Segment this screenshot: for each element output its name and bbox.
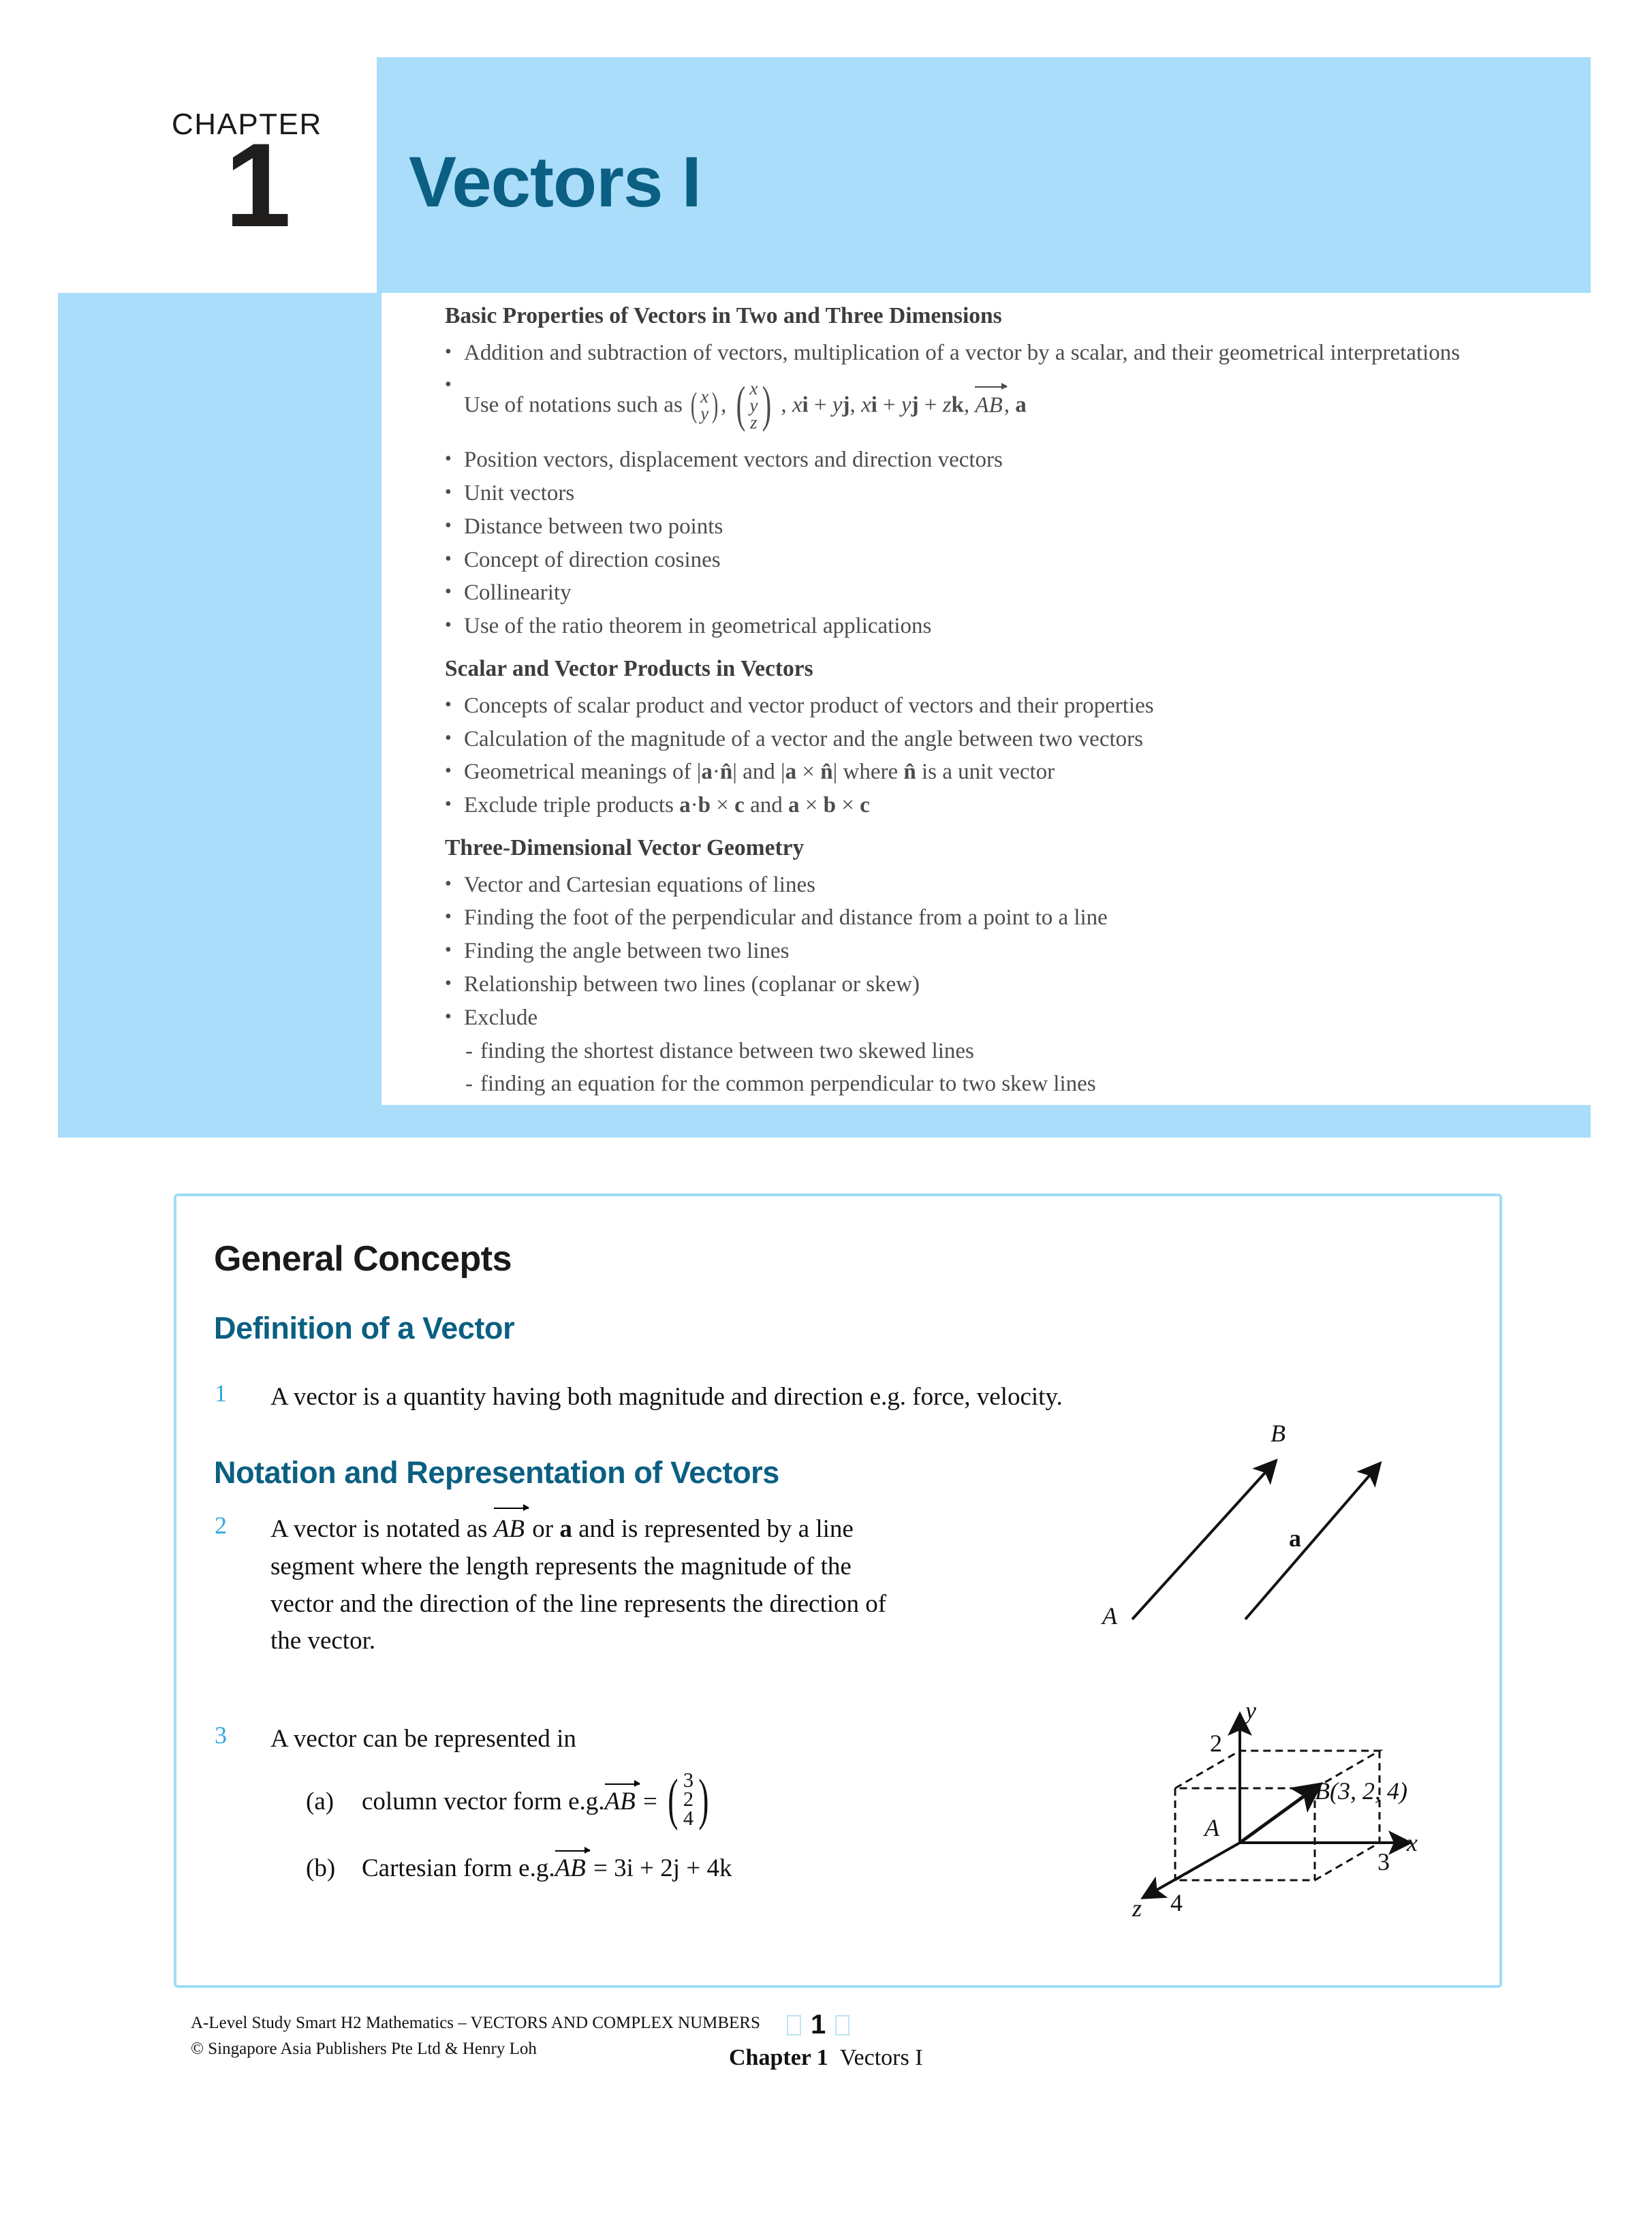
vector-arrows-svg: [1090, 1407, 1403, 1638]
item-2-text-post: and is represented by a line segment where the length represents the magnitude of the vector and the direction of the line represents the direction of the vector.: [270, 1515, 887, 1655]
syllabus-content: [445, 300, 1576, 1101]
bullet-icon: •: [445, 939, 452, 961]
figure-label-A: A: [1102, 1602, 1117, 1630]
syllabus-item: [445, 577, 1576, 610]
syllabus-item: [445, 478, 1576, 510]
missing-glyph-box-icon: [787, 2015, 801, 2036]
syllabus-item: [445, 723, 1576, 756]
footer-page-number-group: [787, 2010, 850, 2040]
column-vector-result: ( 3 2 4 ): [668, 1768, 709, 1831]
vector-a-bold: a: [559, 1515, 572, 1543]
bullet-icon: •: [445, 1006, 452, 1027]
syllabus-item: [445, 1002, 1576, 1035]
axis-label-z: z: [1132, 1895, 1142, 1922]
item-2-text-mid: or: [525, 1515, 560, 1543]
syllabus-item-label: Concepts of scalar product and vector product of vectors and their properties: [464, 693, 1154, 718]
item-number-1: 1: [215, 1379, 227, 1407]
syllabus-item-label: Unit vectors: [464, 480, 575, 505]
page-number: 1: [811, 2010, 826, 2040]
figure-label-B: B: [1271, 1420, 1285, 1447]
footer-chapter-label: [729, 2045, 923, 2071]
syllabus-item-label: Calculation of the magnitude of a vector and the angle between two vectors: [464, 726, 1143, 751]
axis-label-y: y: [1245, 1697, 1256, 1724]
chapter-word-label: CHAPTER: [172, 108, 322, 141]
syllabus-item: [445, 902, 1576, 935]
item-2-text: [270, 1511, 897, 1660]
syllabus-item: [445, 511, 1576, 544]
syllabus-item-label: Use of the ratio theorem in geometrical applications: [464, 614, 932, 639]
syllabus-item-label: Finding the angle between two lines: [464, 939, 790, 964]
syllabus-item-label: Concept of direction cosines: [464, 547, 721, 572]
syllabus-item: [445, 337, 1576, 370]
item-2-text-pre: A vector is notated as: [270, 1515, 494, 1543]
vector-AB-3d-arrow: [1240, 1790, 1312, 1843]
syllabus-item-notations: [445, 370, 1576, 443]
syllabus-item: [445, 869, 1576, 902]
item-3a-row: [306, 1768, 713, 1834]
notation-representation-heading: Notation and Representation of Vectors: [214, 1455, 779, 1490]
column-vector-3d: ( x y z ): [736, 377, 772, 433]
point-label-B: B(3, 2, 4): [1315, 1777, 1407, 1805]
bullet-icon: •: [445, 873, 452, 894]
item-1-text: A vector is a quantity having both magnitude and direction e.g. force, velocity.: [270, 1383, 1063, 1411]
footer-copyright-line: © Singapore Asia Publishers Pte Ltd & Henry Loh: [191, 2040, 537, 2058]
bullet-icon: •: [445, 581, 452, 603]
bullet-icon: •: [445, 514, 452, 536]
syllabus-item-label-geometrical: Geometrical meanings of |a·n̂| and |a × n̂| where n̂ is a unit vector: [464, 760, 1055, 785]
item-3a-label: (a): [306, 1787, 334, 1815]
item-3a-text: column vector form e.g.: [362, 1787, 605, 1815]
syllabus-item-exclude-triple: [445, 790, 1576, 822]
vector-AB-overarrow: AB: [555, 1854, 586, 1882]
item-3b-row: [306, 1854, 732, 1883]
item-3a-equals: =: [642, 1787, 657, 1815]
tick-label-z: 4: [1170, 1889, 1183, 1916]
definition-of-a-vector-heading: Definition of a Vector: [214, 1311, 515, 1345]
bullet-icon: •: [445, 341, 452, 362]
page-title: Vectors I: [409, 142, 701, 222]
syllabus-item: [445, 969, 1576, 1001]
syllabus-section-heading: Three-Dimensional Vector Geometry: [445, 835, 805, 861]
syllabus-item: [445, 690, 1576, 723]
bullet-icon: •: [445, 374, 452, 396]
vector-AB-overarrow: AB: [494, 1511, 526, 1548]
column-value: 4: [683, 1806, 694, 1830]
syllabus-white-area: [381, 293, 1591, 1105]
syllabus-sub-item-label: finding an equation for the common perpendicular to two skew lines: [480, 1071, 1096, 1096]
footer-publication-line: A-Level Study Smart H2 Mathematics – VECTORS AND COMPLEX NUMBERS: [191, 2014, 760, 2032]
tick-label-x: 3: [1377, 1848, 1390, 1875]
syllabus-item-label: Collinearity: [464, 580, 572, 606]
syllabus-item-label: Relationship between two lines (coplanar or skew): [464, 972, 920, 997]
syllabus-section-heading: Basic Properties of Vectors in Two and Three Dimensions: [445, 303, 1002, 328]
vector-AB-overarrow: AB: [604, 1787, 636, 1815]
item-3-text: A vector can be represented in: [270, 1725, 576, 1753]
dash-icon: -: [465, 1071, 473, 1096]
item-number-3: 3: [215, 1721, 227, 1749]
bullet-icon: •: [445, 794, 452, 815]
chapter-number: 1: [225, 119, 292, 252]
bullet-icon: •: [445, 614, 452, 636]
syllabus-item-label: Addition and subtraction of vectors, multiplication of a vector by a scalar, and their geometrical interpretations: [464, 340, 1461, 365]
item-number-2: 2: [215, 1512, 227, 1539]
bullet-icon: •: [445, 448, 452, 470]
page-footer: [0, 2003, 1652, 2112]
column-vector-2d: ( x y ): [690, 386, 719, 425]
column-vector-values: [683, 1768, 694, 1830]
syllabus-item-label: Exclude: [464, 1005, 538, 1030]
item-3b-label: (b): [306, 1854, 336, 1882]
column-value: 2: [683, 1788, 694, 1811]
syllabus-item: [445, 444, 1576, 477]
axes-svg: [1117, 1669, 1458, 1942]
bullet-icon: •: [445, 727, 452, 749]
item-3b-text: Cartesian form e.g.: [362, 1854, 555, 1882]
missing-glyph-box-icon: [835, 2015, 850, 2036]
vector-a-arrow: [1245, 1469, 1375, 1619]
figure-vector-representation: [1090, 1407, 1403, 1638]
syllabus-item-label: Position vectors, displacement vectors and direction vectors: [464, 448, 1003, 473]
bullet-icon: •: [445, 481, 452, 503]
bullet-icon: •: [445, 906, 452, 928]
syllabus-item-label: Distance between two points: [464, 514, 723, 539]
vector-AB-arrow: [1132, 1467, 1271, 1619]
item-3b-equation: = 3i + 2j + 4k: [593, 1854, 732, 1882]
axis-label-x: x: [1407, 1829, 1418, 1856]
dash-icon: -: [465, 1038, 473, 1063]
syllabus-item-label-exclude-triple: Exclude triple products a·b × c and a × b × c: [464, 793, 870, 818]
bullet-icon: •: [445, 973, 452, 995]
z-axis: [1150, 1843, 1240, 1894]
footer-chapter-rest: Vectors I: [839, 2045, 923, 2070]
bullet-icon: •: [445, 760, 452, 782]
bullet-icon: •: [445, 693, 452, 715]
syllabus-item-geometrical-meanings: [445, 756, 1576, 789]
syllabus-section-heading: Scalar and Vector Products in Vectors: [445, 656, 813, 682]
syllabus-item: [445, 935, 1576, 968]
syllabus-sub-item: [465, 1035, 1576, 1068]
syllabus-item-label: Finding the foot of the perpendicular and distance from a point to a line: [464, 905, 1108, 931]
syllabus-sub-item: [465, 1068, 1576, 1101]
syllabus-panel: [58, 293, 1591, 1138]
figure-3d-coordinate-box: [1117, 1669, 1458, 1942]
figure-label-a: a: [1289, 1525, 1301, 1552]
tick-label-y: 2: [1210, 1730, 1222, 1757]
footer-chapter-bold: Chapter 1: [729, 2045, 828, 2070]
syllabus-item: [445, 610, 1576, 643]
general-concepts-title: General Concepts: [214, 1239, 512, 1279]
syllabus-item-label-notations: Use of notations such as ( x y ) , ( x y z ) , xi + yj, xi + yj + zk, AB, a: [464, 370, 1576, 443]
column-value: 3: [683, 1768, 694, 1792]
origin-label-A: A: [1204, 1814, 1219, 1841]
syllabus-item: [445, 544, 1576, 577]
vector-AB-overarrow: AB: [975, 390, 1003, 422]
bullet-icon: •: [445, 548, 452, 570]
syllabus-sub-item-label: finding the shortest distance between two skewed lines: [480, 1038, 974, 1063]
syllabus-item-label: Vector and Cartesian equations of lines: [464, 872, 815, 897]
chapter-header: [0, 0, 1652, 307]
